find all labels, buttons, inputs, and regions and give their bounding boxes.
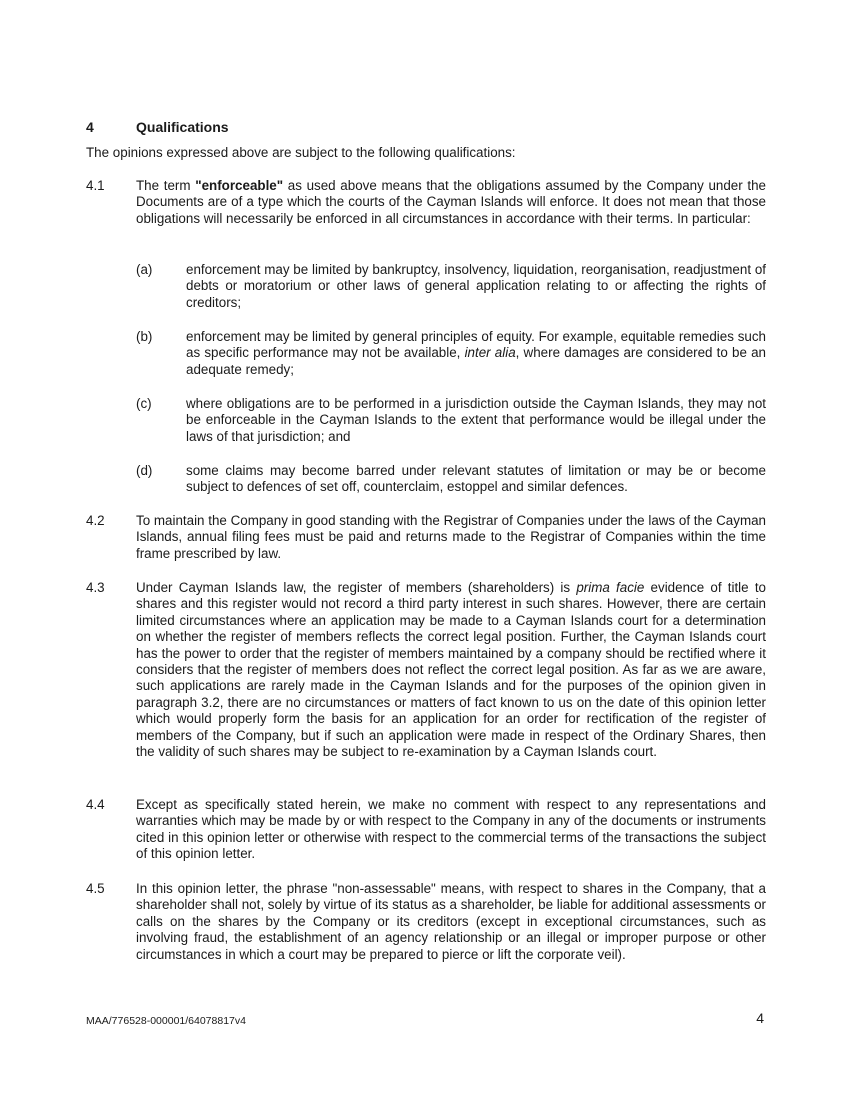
- italic-term: inter alia: [464, 345, 516, 361]
- subitem-label: (a): [136, 262, 153, 277]
- paragraph-4-2: [86, 513, 766, 562]
- text-segment: enforcement may be limited by general principles of equity. For example, equitable remedies such as specific performance may not be available,: [186, 329, 766, 361]
- paragraph-4-5: [86, 881, 766, 963]
- text-segment: as used above means that the obligations assumed by the Company under the Documents are of a type which the courts of the Cayman Islands will enforce. It does not mean that those obligations will necessarily be enforced in all circumstances in accordance with their terms. In particular:: [136, 178, 766, 226]
- paragraph-4-1: [86, 178, 766, 227]
- paragraph-text: [136, 580, 766, 760]
- document-reference: MAA/776528-000001/64078817v4: [86, 1015, 246, 1027]
- subitem-c: [136, 396, 766, 445]
- paragraph-text: Except as specifically stated herein, we make no comment with respect to any representations and warranties which may be made by or with respect to the Company in any of the documents or instruments cited in this opinion letter or otherwise with respect to the commercial terms of the transactions the subject of this opinion letter.: [136, 797, 766, 862]
- subitem-label: (c): [136, 396, 152, 411]
- subitem-label: (d): [136, 463, 153, 478]
- paragraph-text: To maintain the Company in good standing with the Registrar of Companies under the laws of the Cayman Islands, annual filing fees must be paid and returns made to the Registrar of Companies within the time frame prescribed by law.: [136, 513, 766, 561]
- italic-term: prima facie: [576, 580, 645, 595]
- page-number: 4: [756, 1010, 764, 1026]
- paragraph-text: [136, 178, 766, 227]
- subitem-b: [136, 329, 766, 378]
- section-number: 4: [86, 119, 94, 135]
- text-segment: The term: [136, 178, 196, 193]
- subitem-a: [136, 262, 766, 311]
- paragraph-number: 4.3: [86, 580, 105, 595]
- section-intro: The opinions expressed above are subject to the following qualifications:: [86, 145, 516, 160]
- paragraph-4-4: [86, 797, 766, 863]
- subitem-d: [136, 463, 766, 496]
- section-heading: [86, 119, 229, 135]
- paragraph-number: 4.2: [86, 513, 105, 528]
- paragraph-number: 4.4: [86, 797, 105, 812]
- paragraph-number: 4.1: [86, 178, 105, 193]
- paragraph-number: 4.5: [86, 881, 105, 896]
- section-title: Qualifications: [136, 119, 229, 135]
- text-segment: , where damages are considered to be an adequate remedy;: [186, 345, 766, 377]
- paragraph-4-3: [86, 580, 766, 760]
- subitem-text: [186, 329, 766, 378]
- text-segment: Under Cayman Islands law, the register of members (shareholders) is: [136, 580, 577, 595]
- defined-term: "enforceable": [195, 178, 284, 193]
- subitem-text: some claims may become barred under relevant statutes of limitation or may be or become subject to defences of set off, counterclaim, estoppel and similar defences.: [186, 463, 766, 495]
- subitem-text: where obligations are to be performed in a jurisdiction outside the Cayman Islands, they may not be enforceable in the Cayman Islands to the extent that performance would be illegal under the laws of that jurisdiction; and: [186, 396, 766, 444]
- text-segment: evidence of title to shares and this register would not record a third party interest in such shares. However, there are certain limited circumstances where an application may be made to a Cayman Islands court for a determination on whether the register of members reflects the correct legal position. Further, the Cayman Islands court has the power to order that the register of members maintained by a company should be rectified where it considers that the register of members does not reflect the correct legal position. As far as we are aware, such applications are rarely made in the Cayman Islands and for the purposes of the opinion given in paragraph 3.2, there are no circumstances or matters of fact known to us on the date of this opinion letter which would properly form the basis for an application for an order for rectification of the register of members of the Company, but if such an application were made in respect of the Ordinary Shares, then the validity of such shares may be subject to re-examination by a Cayman Islands court.: [136, 580, 767, 760]
- subitem-label: (b): [136, 329, 153, 344]
- subitem-text: enforcement may be limited by bankruptcy, insolvency, liquidation, reorganisation, readjustment of debts or moratorium or other laws of general application relating to or affecting the rights of creditors;: [186, 262, 766, 310]
- paragraph-text: In this opinion letter, the phrase "non-assessable" means, with respect to shares in the Company, that a shareholder shall not, solely by virtue of its status as a shareholder, be liable for additional assessments or calls on the shares by the Company or its creditors (except in exceptional circumstances, such as involving fraud, the establishment of an agency relationship or an illegal or improper purpose or other circumstances in which a court may be prepared to pierce or lift the corporate veil).: [136, 881, 766, 962]
